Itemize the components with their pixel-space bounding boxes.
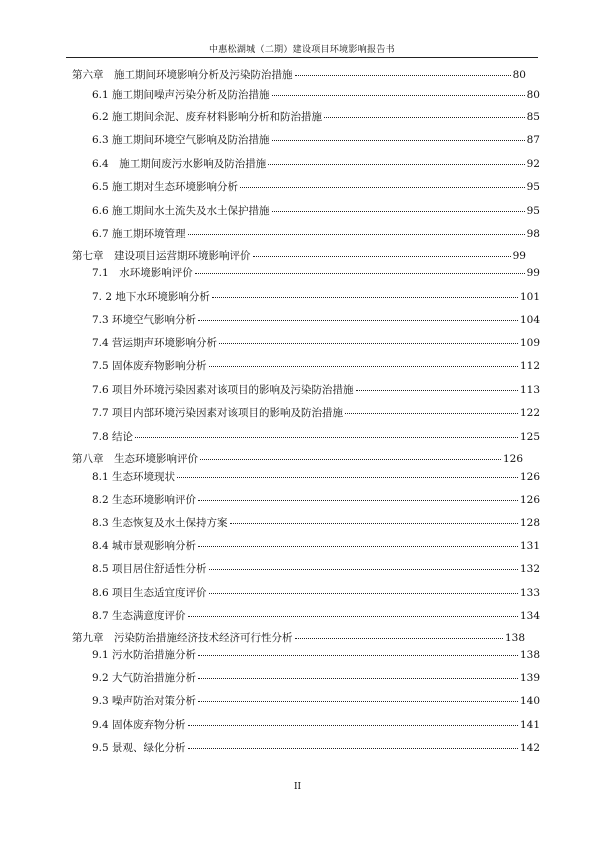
toc-chapter-entry[interactable] <box>72 68 526 82</box>
toc-entry-title: 7.5 固体废弃物影响分析 <box>92 360 207 372</box>
toc-entry-title: 7.8 结论 <box>92 431 134 443</box>
toc-section-entry[interactable] <box>92 493 540 507</box>
dot-leader <box>198 678 518 679</box>
toc-page-number: 104 <box>519 314 540 326</box>
dot-leader <box>188 725 518 726</box>
dot-leader <box>272 211 525 212</box>
toc-entry-title: 9.5 景观、绿化分析 <box>92 742 186 754</box>
toc-entry-title: 8.3 生态恢复及水土保持方案 <box>92 517 228 529</box>
toc-page-number: 98 <box>526 228 540 240</box>
toc-entry-title: 7.1 水环境影响评价 <box>92 267 193 279</box>
toc-section-entry[interactable] <box>92 718 540 732</box>
dot-leader <box>135 437 518 438</box>
dot-leader <box>200 459 501 460</box>
toc-entry-title: 6.2 施工期间余泥、废弃材料影响分析和防治措施 <box>92 111 323 123</box>
dot-leader <box>188 616 518 617</box>
toc-page-number: 109 <box>519 337 540 349</box>
toc-section-entry[interactable] <box>92 470 540 484</box>
dot-leader <box>295 638 503 639</box>
toc-page-number: 142 <box>519 742 540 754</box>
dot-leader <box>324 117 525 118</box>
toc-section-entry[interactable] <box>92 157 540 171</box>
toc-page-number: 92 <box>526 158 540 170</box>
toc-section-entry[interactable] <box>92 562 540 576</box>
toc-chapter-entry[interactable] <box>72 631 525 645</box>
dot-leader <box>240 187 525 188</box>
toc-entry-title: 8.1 生态环境现状 <box>92 471 176 483</box>
toc-entry-title: 7.6 项目外环境污染因素对该项目的影响及污染防治措施 <box>92 384 354 396</box>
dot-leader <box>345 413 518 414</box>
toc-section-entry[interactable] <box>92 204 540 218</box>
dot-leader <box>209 569 518 570</box>
toc-page-number: 140 <box>519 695 540 707</box>
dot-leader <box>230 523 518 524</box>
toc-entry-title: 6.3 施工期间环境空气影响及防治措施 <box>92 134 270 146</box>
toc-entry-title: 7.3 环境空气影响分析 <box>92 314 197 326</box>
dot-leader <box>356 390 518 391</box>
toc-section-entry[interactable] <box>92 227 540 241</box>
toc-entry-title: 6.7 施工期环境管理 <box>92 228 186 240</box>
toc-page-number: 99 <box>526 267 540 279</box>
toc-page-number: 80 <box>526 89 540 101</box>
toc-page-number: 126 <box>502 453 523 465</box>
toc-section-entry[interactable] <box>92 671 540 685</box>
page-header: 中惠松湖城（二期）建设项目环境影响报告书 <box>208 45 395 55</box>
toc-section-entry[interactable] <box>92 430 540 444</box>
toc-page-number: 112 <box>519 360 540 372</box>
toc-entry-title: 8.4 城市景观影响分析 <box>92 540 197 552</box>
dot-leader <box>198 546 518 547</box>
toc-page-number: 126 <box>519 494 540 506</box>
toc-entry-title: 8.7 生态满意度评价 <box>92 610 186 622</box>
dot-leader <box>177 477 518 478</box>
toc-section-entry[interactable] <box>92 694 540 708</box>
toc-section-entry[interactable] <box>92 539 540 553</box>
toc-section-entry[interactable] <box>92 406 540 420</box>
toc-entry-title: 9.4 固体废弃物分析 <box>92 719 186 731</box>
dot-leader <box>188 748 518 749</box>
dot-leader <box>195 273 525 274</box>
toc-page-number: 128 <box>519 517 540 529</box>
toc-entry-title: 8.5 项目居住舒适性分析 <box>92 563 207 575</box>
toc-section-entry[interactable] <box>92 88 540 102</box>
toc-entry-title: 6.1 施工期间噪声污染分析及防治措施 <box>92 89 270 101</box>
toc-chapter-entry[interactable] <box>72 249 526 263</box>
dot-leader <box>272 95 525 96</box>
toc-page-number: 131 <box>519 540 540 552</box>
toc-entry-title: 第九章 污染防治措施经济技术经济可行性分析 <box>72 632 293 644</box>
toc-page-number: 138 <box>519 649 540 661</box>
dot-leader <box>198 655 518 656</box>
toc-entry-title: 7. 2 地下水环境影响分析 <box>92 291 210 303</box>
toc-entry-title: 9.1 污水防治措施分析 <box>92 649 197 661</box>
toc-section-entry[interactable] <box>92 383 540 397</box>
dot-leader <box>198 500 518 501</box>
toc-page-number: 132 <box>519 563 540 575</box>
toc-entry-title: 9.3 噪声防治对策分析 <box>92 695 197 707</box>
dot-leader <box>212 297 518 298</box>
toc-page-number: 126 <box>519 471 540 483</box>
toc-page-number: 141 <box>519 719 540 731</box>
toc-section-entry[interactable] <box>92 648 540 662</box>
toc-entry-title: 8.2 生态环境影响评价 <box>92 494 197 506</box>
dot-leader <box>272 140 525 141</box>
dot-leader <box>295 75 511 76</box>
toc-page-number: 99 <box>512 250 526 262</box>
toc-section-entry[interactable] <box>92 110 540 124</box>
toc-entry-title: 7.7 项目内部环境污染因素对该项目的影响及防治措施 <box>92 407 344 419</box>
toc-section-entry[interactable] <box>92 516 540 530</box>
toc-entry-title: 9.2 大气防治措施分析 <box>92 672 197 684</box>
toc-page-number: 125 <box>519 431 540 443</box>
toc-section-entry[interactable] <box>92 359 540 373</box>
toc-entry-title: 第八章 生态环境影响评价 <box>72 453 198 465</box>
toc-entry-title: 8.6 项目生态适宜度评价 <box>92 587 207 599</box>
dot-leader <box>219 343 518 344</box>
toc-chapter-entry[interactable] <box>72 452 523 466</box>
toc-section-entry[interactable] <box>92 741 540 755</box>
toc-page-number: 101 <box>519 291 540 303</box>
toc-page-number: 113 <box>519 384 540 396</box>
toc-entry-title: 第六章 施工期间环境影响分析及污染防治措施 <box>72 69 293 81</box>
toc-page-number: 134 <box>519 610 540 622</box>
toc-section-entry[interactable] <box>92 266 540 280</box>
dot-leader <box>253 256 511 257</box>
toc-section-entry[interactable] <box>92 133 540 147</box>
dot-leader <box>198 701 518 702</box>
toc-page-number: 139 <box>519 672 540 684</box>
toc-section-entry[interactable] <box>92 336 540 350</box>
toc-section-entry[interactable] <box>92 609 540 623</box>
toc-page-number: 95 <box>526 205 540 217</box>
dot-leader <box>198 320 518 321</box>
dot-leader <box>188 234 525 235</box>
page-number: II <box>293 782 302 792</box>
toc-section-entry[interactable] <box>92 290 540 304</box>
dot-leader <box>209 593 518 594</box>
toc-section-entry[interactable] <box>92 180 540 194</box>
toc-page-number: 138 <box>504 632 525 644</box>
toc-entry-title: 6.6 施工期间水土流失及水土保护措施 <box>92 205 270 217</box>
toc-page-number: 133 <box>519 587 540 599</box>
dot-leader <box>268 164 524 165</box>
toc-entry-title: 第七章 建设项目运营期环境影响评价 <box>72 250 251 262</box>
toc-section-entry[interactable] <box>92 313 540 327</box>
dot-leader <box>209 366 518 367</box>
toc-page-number: 122 <box>519 407 540 419</box>
toc-section-entry[interactable] <box>92 586 540 600</box>
toc-entry-title: 6.5 施工期对生态环境影响分析 <box>92 181 239 193</box>
toc-page-number: 95 <box>526 181 540 193</box>
toc-entry-title: 6.4 施工期间废污水影响及防治措施 <box>92 158 267 170</box>
toc-page-number: 85 <box>526 111 540 123</box>
toc-page-number: 87 <box>526 134 540 146</box>
toc-entry-title: 7.4 营运期声环境影响分析 <box>92 337 218 349</box>
toc-page-number: 80 <box>512 69 526 81</box>
